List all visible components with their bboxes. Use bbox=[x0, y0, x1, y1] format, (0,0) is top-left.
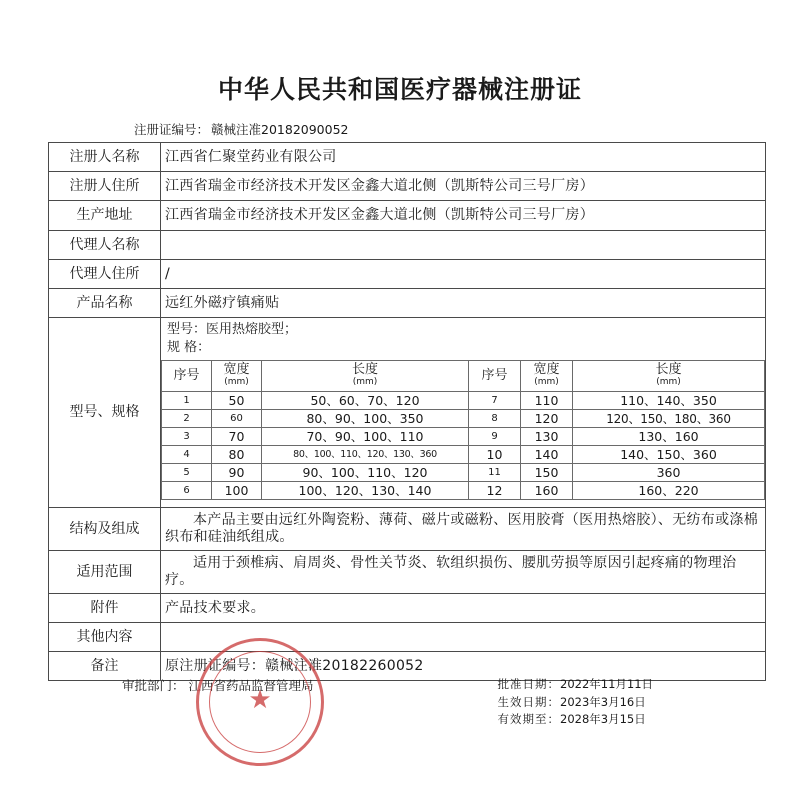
row-other bbox=[49, 623, 766, 652]
spec-width: 130 bbox=[521, 428, 573, 446]
registration-number-value: 赣械注准20182090052 bbox=[211, 122, 349, 137]
row-agent-name bbox=[49, 231, 766, 260]
spec-length: 110、140、350 bbox=[573, 392, 765, 410]
model-spec-label: 型号、规格 bbox=[49, 318, 161, 508]
production-address-label: 生产地址 bbox=[49, 201, 161, 231]
spec-line: 规 格： bbox=[167, 340, 211, 355]
spec-width: 100 bbox=[212, 482, 262, 500]
spec-no: 6 bbox=[162, 482, 212, 500]
spec-header-width-text-2: 宽度 bbox=[533, 362, 560, 377]
registrant-name-label: 注册人名称 bbox=[49, 143, 161, 172]
spec-row bbox=[162, 428, 765, 446]
row-structure bbox=[49, 508, 766, 551]
spec-row bbox=[162, 482, 765, 500]
spec-header-no: 序号 bbox=[162, 361, 212, 392]
row-registrant-address bbox=[49, 172, 766, 201]
production-address-value: 江西省瑞金市经济技术开发区金鑫大道北侧（凯斯特公司三号厂房） bbox=[161, 201, 766, 231]
row-agent-address bbox=[49, 260, 766, 289]
spec-row bbox=[162, 464, 765, 482]
approval-date-label: 批准日期： bbox=[497, 677, 560, 691]
remarks-label: 备注 bbox=[49, 652, 161, 681]
row-attachment bbox=[49, 594, 766, 623]
spec-length: 160、220 bbox=[573, 482, 765, 500]
attachment-value: 产品技术要求。 bbox=[161, 594, 766, 623]
spec-header-row bbox=[162, 361, 765, 392]
approver-label: 审批部门： bbox=[122, 678, 185, 693]
agent-name-label: 代理人名称 bbox=[49, 231, 161, 260]
registration-number bbox=[132, 120, 349, 138]
effective-date-value: 2023年3月16日 bbox=[560, 694, 646, 709]
agent-name-value bbox=[161, 231, 766, 260]
expiry-date-value: 2028年3月15日 bbox=[560, 712, 646, 726]
spec-length: 90、100、110、120 bbox=[262, 464, 469, 482]
agent-address-label: 代理人住所 bbox=[49, 260, 161, 289]
scope-value: 适用于颈椎病、肩周炎、骨性关节炎、软组织损伤、腰肌劳损等原因引起疼痛的物理治疗。 bbox=[161, 551, 766, 594]
structure-label: 结构及组成 bbox=[49, 508, 161, 551]
spec-header-width-2 bbox=[521, 361, 573, 392]
dates-block bbox=[486, 676, 653, 729]
spec-header-length-text-2: 长度 bbox=[655, 362, 682, 377]
spec-header-length-unit: (mm) bbox=[352, 377, 378, 387]
spec-row bbox=[162, 392, 765, 410]
spec-length: 120、150、180、360 bbox=[573, 410, 765, 428]
row-production-address bbox=[49, 201, 766, 231]
spec-header-length bbox=[262, 361, 469, 392]
spec-header-width bbox=[212, 361, 262, 392]
spec-no: 11 bbox=[469, 464, 521, 482]
expiry-date-label: 有效期至： bbox=[497, 712, 560, 726]
spec-no: 9 bbox=[469, 428, 521, 446]
spec-width: 150 bbox=[521, 464, 573, 482]
spec-width: 120 bbox=[521, 410, 573, 428]
scope-label: 适用范围 bbox=[49, 551, 161, 594]
spec-no: 4 bbox=[162, 446, 212, 464]
spec-width: 80 bbox=[212, 446, 262, 464]
spec-row bbox=[162, 446, 765, 464]
agent-address-value: / bbox=[161, 260, 766, 289]
certificate-title: 中华人民共和国医疗器械注册证 bbox=[217, 75, 582, 104]
spec-no: 2 bbox=[162, 410, 212, 428]
remarks-value: 原注册证编号：赣械注准20182260052 bbox=[161, 652, 766, 681]
row-scope bbox=[49, 551, 766, 594]
registrant-name-value: 江西省仁聚堂药业有限公司 bbox=[161, 143, 766, 172]
spec-row bbox=[162, 410, 765, 428]
spec-header-width-unit-2: (mm) bbox=[534, 377, 559, 387]
spec-width: 110 bbox=[521, 392, 573, 410]
spec-no: 7 bbox=[469, 392, 521, 410]
registrant-address-label: 注册人住所 bbox=[49, 172, 161, 201]
approval-date-value: 2022年11月11日 bbox=[560, 677, 654, 691]
registration-number-label: 注册证编号： bbox=[134, 122, 210, 137]
spec-width: 140 bbox=[521, 446, 573, 464]
spec-length: 140、150、360 bbox=[573, 446, 765, 464]
effective-date bbox=[486, 694, 653, 712]
spec-header-width-unit: (mm) bbox=[224, 377, 249, 387]
product-name-value: 远红外磁疗镇痛贴 bbox=[161, 289, 766, 318]
spec-no: 5 bbox=[162, 464, 212, 482]
spec-no: 8 bbox=[469, 410, 521, 428]
attachment-label: 附件 bbox=[49, 594, 161, 623]
spec-length: 50、60、70、120 bbox=[262, 392, 469, 410]
model-spec-cell bbox=[161, 318, 766, 508]
structure-value: 本产品主要由远红外陶瓷粉、薄荷、磁片或磁粉、医用胶膏（医用热熔胶）、无纺布或涤棉织布和硅油纸组成。 bbox=[161, 508, 766, 551]
approval-date bbox=[486, 676, 653, 694]
official-seal bbox=[196, 638, 324, 766]
spec-no: 10 bbox=[469, 446, 521, 464]
spec-width: 60 bbox=[212, 410, 262, 428]
spec-length: 100、120、130、140 bbox=[262, 482, 469, 500]
spec-length: 130、160 bbox=[573, 428, 765, 446]
spec-length: 70、90、100、110 bbox=[262, 428, 469, 446]
spec-table bbox=[161, 360, 765, 500]
spec-no: 12 bbox=[469, 482, 521, 500]
spec-header-length-2 bbox=[573, 361, 765, 392]
spec-length: 360 bbox=[573, 464, 765, 482]
spec-header-width-text: 宽度 bbox=[223, 362, 250, 377]
other-label: 其他内容 bbox=[49, 623, 161, 652]
product-name-label: 产品名称 bbox=[49, 289, 161, 318]
registrant-address-value: 江西省瑞金市经济技术开发区金鑫大道北侧（凯斯特公司三号厂房） bbox=[161, 172, 766, 201]
expiry-date bbox=[486, 711, 653, 729]
spec-header-length-text: 长度 bbox=[351, 362, 378, 377]
spec-length: 80、90、100、350 bbox=[262, 410, 469, 428]
row-model-spec bbox=[49, 318, 766, 508]
effective-date-label: 生效日期： bbox=[497, 694, 560, 709]
approver-org: 江西省药品监督管理局 bbox=[188, 678, 314, 693]
row-registrant-name bbox=[49, 143, 766, 172]
spec-header-length-unit-2: (mm) bbox=[656, 377, 681, 387]
seal-star-icon: ★ bbox=[248, 685, 272, 715]
spec-no: 3 bbox=[162, 428, 212, 446]
spec-width: 160 bbox=[521, 482, 573, 500]
row-product-name bbox=[49, 289, 766, 318]
model-line: 型号：医用热熔胶型； bbox=[167, 322, 298, 337]
spec-width: 50 bbox=[212, 392, 262, 410]
spec-width: 70 bbox=[212, 428, 262, 446]
spec-no: 1 bbox=[162, 392, 212, 410]
spec-width: 90 bbox=[212, 464, 262, 482]
spec-header-no-2: 序号 bbox=[469, 361, 521, 392]
certificate-table bbox=[48, 142, 766, 681]
spec-length: 80、100、110、120、130、360 bbox=[262, 446, 469, 464]
